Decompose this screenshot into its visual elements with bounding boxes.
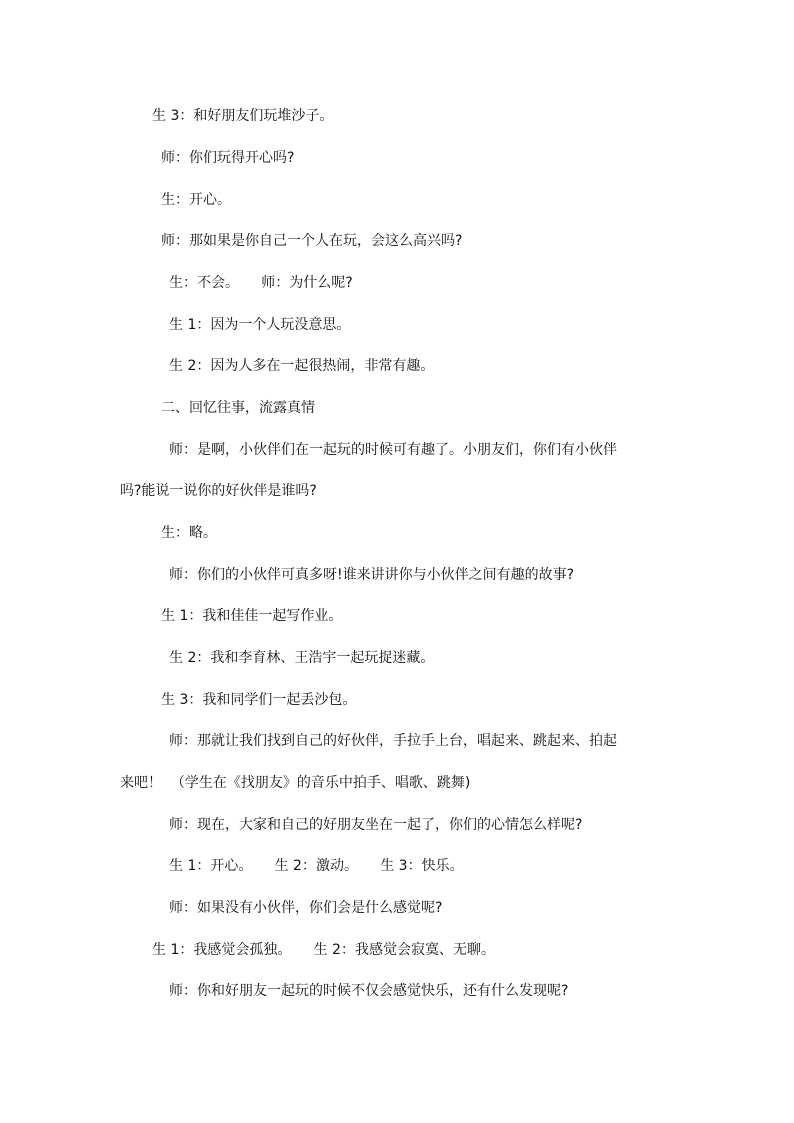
dialogue-line: 师：你们的小伙伴可真多呀!谁来讲讲你与小伙伴之间有趣的故事? (169, 567, 575, 583)
dialogue-line: 生：略。 (161, 525, 217, 541)
dialogue-line: 生 1：因为一个人玩没意思。 (169, 317, 351, 333)
dialogue-line: 生 2：因为人多在一起很热闹，非常有趣。 (169, 358, 435, 374)
dialogue-line: 师：如果没有小伙伴，你们会是什么感觉呢? (169, 900, 443, 916)
dialogue-line: 师：你们玩得开心吗? (161, 150, 295, 166)
dialogue-line: 吗?能说一说你的好伙伴是谁吗? (120, 483, 317, 499)
dialogue-line: 生 2：我和李育林、王浩宇一起玩捉迷藏。 (169, 650, 435, 666)
dialogue-line: 生 3：和好朋友们玩堆沙子。 (152, 108, 334, 124)
dialogue-line: 生 1：我感觉会孤独。 生 2：我感觉会寂寞、无聊。 (152, 942, 495, 958)
dialogue-line: 师：现在，大家和自己的好朋友坐在一起了，你们的心情怎么样呢? (169, 817, 583, 833)
dialogue-line: 生：开心。 (161, 192, 231, 208)
dialogue-line: 生：不会。 师：为什么呢? (169, 275, 353, 291)
dialogue-line: 来吧！ （学生在《找朋友》的音乐中拍手、唱歌、跳舞) (120, 775, 471, 791)
dialogue-line: 师：那就让我们找到自己的好伙伴，手拉手上台，唱起来、跳起来、拍起 (169, 733, 617, 749)
dialogue-line: 生 1：我和佳佳一起写作业。 (161, 608, 343, 624)
section-heading: 二、回忆往事，流露真情 (161, 400, 315, 416)
dialogue-line: 生 3：我和同学们一起丢沙包。 (161, 692, 357, 708)
dialogue-line: 师：你和好朋友一起玩的时候不仅会感觉快乐，还有什么发现呢? (169, 983, 569, 999)
dialogue-line: 师：是啊，小伙伴们在一起玩的时候可有趣了。小朋友们，你们有小伙伴 (169, 442, 617, 458)
dialogue-line: 生 1：开心。 生 2：激动。 生 3：快乐。 (169, 858, 464, 874)
dialogue-line: 师：那如果是你自己一个人在玩，会这么高兴吗? (161, 233, 463, 249)
